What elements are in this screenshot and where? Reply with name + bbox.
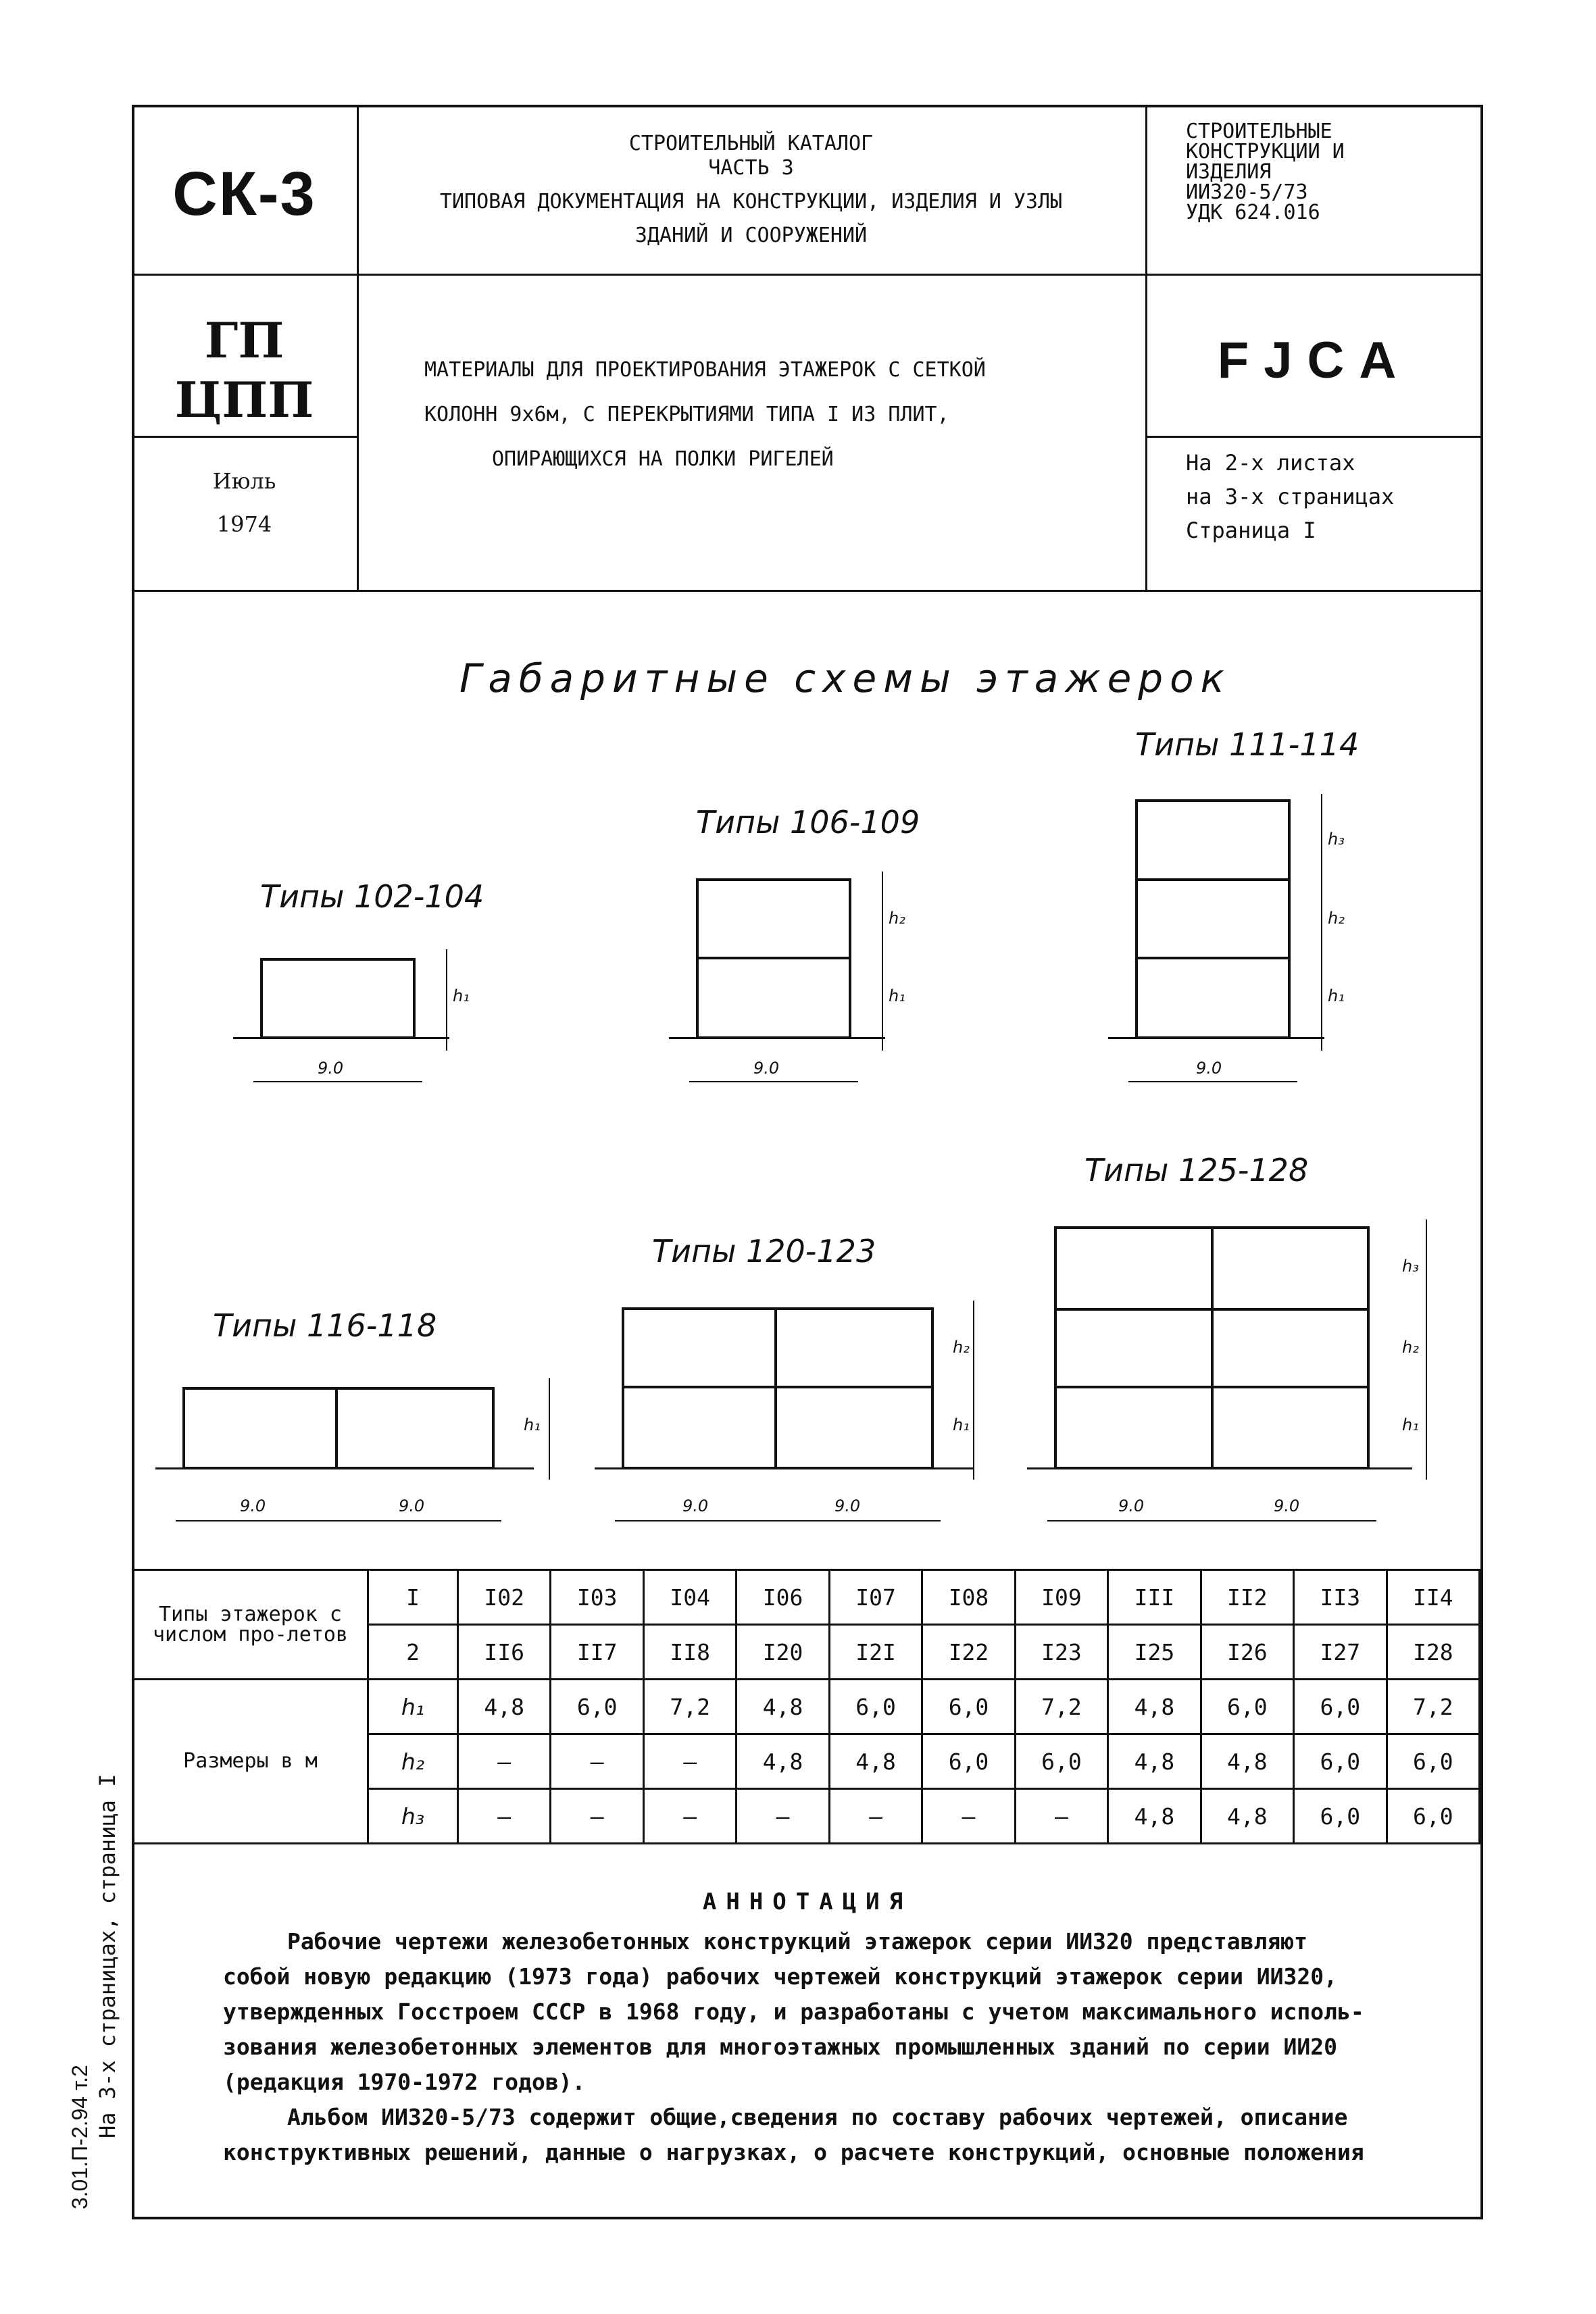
- table-cell: 4,8: [737, 1734, 829, 1789]
- table-cell: 6,0: [1201, 1680, 1293, 1734]
- ground-line: [595, 1467, 973, 1469]
- table-cell: I20: [737, 1625, 829, 1680]
- header-divider: [132, 436, 357, 438]
- table-cell: —: [1015, 1789, 1107, 1844]
- table-cell: —: [551, 1789, 643, 1844]
- issue-date: [132, 459, 357, 546]
- scheme-label: Типы 111-114: [1135, 726, 1360, 763]
- dimension-line: [549, 1378, 550, 1480]
- scheme-label: Типы 125-128: [1084, 1152, 1309, 1188]
- span-count-cell: 2: [368, 1625, 458, 1680]
- scheme-frame: [1135, 957, 1291, 1039]
- table-cell: 6,0: [922, 1734, 1015, 1789]
- annotation-line: Альбом ИИ320-5/73 содержит общие,сведения по составу рабочих чертежей, описание: [287, 2104, 1348, 2130]
- table-cell: I23: [1015, 1625, 1107, 1680]
- scheme-frame: [774, 1386, 934, 1469]
- ground-line: [1108, 1037, 1324, 1039]
- ground-line: [1027, 1467, 1412, 1469]
- span-label: 9.0: [1274, 1496, 1300, 1515]
- annotation-line: зования железобетонных элементов для многоэтажных промышленных зданий по серии ИИ20: [223, 2034, 1338, 2060]
- table-cell: 6,0: [829, 1680, 922, 1734]
- scheme-frame: [696, 878, 851, 959]
- height-label: h₁: [1328, 986, 1345, 1005]
- table-cell: 4,8: [458, 1680, 551, 1734]
- sheet-line: Страница I: [1186, 518, 1316, 543]
- scheme-frame: [1135, 878, 1291, 959]
- scheme-frame: [1211, 1226, 1370, 1311]
- table-cell: 7,2: [1387, 1680, 1479, 1734]
- span-label: 9.0: [753, 1059, 780, 1078]
- height-label: h₃: [1328, 830, 1345, 849]
- document-title-line: ОПИРАЮЩИХСЯ НА ПОЛКИ РИГЕЛЕЙ: [492, 447, 834, 471]
- document-title-line: МАТЕРИАЛЫ ДЛЯ ПРОЕКТИРОВАНИЯ ЭТАЖЕРОК С СЕТКОЙ: [424, 358, 986, 382]
- table-cell: I28: [1387, 1625, 1479, 1680]
- series-line: УДК 624.016: [1186, 201, 1320, 224]
- scheme-frame: [622, 1386, 777, 1469]
- annotation-line: (редакция 1970-1972 годов).: [223, 2069, 586, 2095]
- scheme-frame: [622, 1307, 777, 1388]
- table-cell: I2I: [829, 1625, 922, 1680]
- height-label: h₂: [1402, 1338, 1419, 1357]
- scheme-label: Типы 116-118: [213, 1307, 437, 1344]
- table-cell: III: [1108, 1570, 1201, 1625]
- annotation-line: конструктивных решений, данные о нагрузках, о расчете конструкций, основные положения: [223, 2139, 1364, 2165]
- table-cell: I02: [458, 1570, 551, 1625]
- height-label: h₂: [1328, 909, 1345, 928]
- height-label: h₁: [524, 1415, 541, 1434]
- table-cell: —: [737, 1789, 829, 1844]
- document-title: [424, 348, 1134, 482]
- scheme-frame: [1135, 799, 1291, 881]
- document-title-line: КОЛОНН 9х6м, С ПЕРЕКРЫТИЯМИ ТИПА I ИЗ ПЛИТ,: [424, 403, 949, 426]
- table-cell: 4,8: [1108, 1734, 1201, 1789]
- table-cell: I09: [1015, 1570, 1107, 1625]
- scheme-label: Типы 102-104: [260, 878, 484, 915]
- scheme-frame: [1211, 1308, 1370, 1388]
- sheet-line: На 2-х листах: [1186, 450, 1355, 476]
- ground-line: [669, 1037, 885, 1039]
- dimension-line: [1047, 1520, 1376, 1521]
- span-label: 9.0: [399, 1496, 425, 1515]
- table-cell: II6: [458, 1625, 551, 1680]
- height-label: h₃: [1402, 1257, 1419, 1276]
- scheme-frame: [1211, 1386, 1370, 1469]
- catalog-title: [357, 132, 1145, 248]
- table-cell: I22: [922, 1625, 1015, 1680]
- dimension-line: [1321, 794, 1322, 1051]
- height-symbol: h₂: [368, 1734, 458, 1789]
- sheet-line: на 3-х страницах: [1186, 484, 1395, 509]
- scheme-frame: [260, 958, 416, 1039]
- catalog-line: ТИПОВАЯ ДОКУМЕНТАЦИЯ НА КОНСТРУКЦИИ, ИЗДЕЛИЯ И УЗЛЫ: [439, 190, 1063, 213]
- height-label: h₂: [953, 1338, 970, 1357]
- table-cell: I26: [1201, 1625, 1293, 1680]
- catalog-line: СТРОИТЕЛЬНЫЙ КАТАЛОГ: [628, 132, 874, 155]
- dimension-line: [253, 1081, 422, 1082]
- height-label: h₁: [1402, 1415, 1419, 1434]
- table-cell: 6,0: [1015, 1734, 1107, 1789]
- dimension-line: [973, 1301, 974, 1480]
- table-cell: —: [458, 1789, 551, 1844]
- table-cell: 4,8: [737, 1680, 829, 1734]
- table-cell: I06: [737, 1570, 829, 1625]
- table-cell: 4,8: [1201, 1789, 1293, 1844]
- organization-line: ЦПП: [174, 371, 314, 428]
- issue-month: Июль: [212, 468, 276, 494]
- table-cell: 7,2: [643, 1680, 736, 1734]
- ground-line: [155, 1467, 534, 1469]
- catalog-line: ЧАСТЬ 3: [708, 156, 794, 180]
- table-cell: II7: [551, 1625, 643, 1680]
- scheme-frame: [335, 1387, 495, 1469]
- table-cell: 6,0: [922, 1680, 1015, 1734]
- catalog-line: ЗДАНИЙ И СООРУЖЕНИЙ: [634, 224, 868, 247]
- table-cell: 6,0: [551, 1680, 643, 1734]
- table-cell: I08: [922, 1570, 1015, 1625]
- annotation-text: [223, 1924, 1466, 2170]
- span-label: 9.0: [1196, 1059, 1222, 1078]
- dimension-line: [1426, 1219, 1427, 1480]
- dimension-line: [1128, 1081, 1297, 1082]
- series-line: ИЗДЕЛИЯ: [1186, 160, 1272, 184]
- table-cell: —: [922, 1789, 1015, 1844]
- table-cell: 6,0: [1294, 1680, 1387, 1734]
- series-line: СТРОИТЕЛЬНЫЕ: [1186, 120, 1332, 143]
- annotation-line: собой новую редакцию (1973 года) рабочих чертежей конструкций этажерок серии ИИ320,: [223, 1963, 1338, 1990]
- span-label: 9.0: [1118, 1496, 1145, 1515]
- table-cell: I04: [643, 1570, 736, 1625]
- table-cell: 4,8: [1108, 1680, 1201, 1734]
- table-cell: 4,8: [1108, 1789, 1201, 1844]
- scheme-frame: [774, 1307, 934, 1388]
- span-label: 9.0: [834, 1496, 861, 1515]
- dimensions-table: [132, 1569, 1480, 1844]
- series-line: КОНСТРУКЦИИ И: [1186, 140, 1345, 164]
- table-cell: —: [829, 1789, 922, 1844]
- scheme-frame: [182, 1387, 338, 1469]
- table-cell: II2: [1201, 1570, 1293, 1625]
- organization: [132, 311, 357, 430]
- table-cell: —: [551, 1734, 643, 1789]
- header-divider: [132, 590, 1483, 592]
- height-label: h₁: [889, 986, 905, 1005]
- header-divider: [132, 274, 1483, 276]
- table-row: [133, 1680, 1480, 1734]
- organization-line: ГП: [204, 311, 284, 369]
- series-line: ИИ320-5/73: [1186, 180, 1308, 204]
- size-header: Размеры в м: [133, 1680, 368, 1844]
- table-cell: 6,0: [1387, 1734, 1479, 1789]
- table-cell: 4,8: [1201, 1734, 1293, 1789]
- table-cell: —: [643, 1789, 736, 1844]
- issue-year: 1974: [216, 511, 272, 537]
- scheme-frame: [1054, 1386, 1214, 1469]
- header-divider: [1145, 436, 1483, 438]
- table-cell: 6,0: [1294, 1789, 1387, 1844]
- table-cell: I27: [1294, 1625, 1387, 1680]
- table-cell: II3: [1294, 1570, 1387, 1625]
- series-info: [1186, 122, 1470, 223]
- height-symbol: h₁: [368, 1680, 458, 1734]
- table-cell: 6,0: [1294, 1734, 1387, 1789]
- height-symbol: h₃: [368, 1789, 458, 1844]
- table-cell: —: [643, 1734, 736, 1789]
- dimension-line: [176, 1520, 501, 1521]
- dimension-line: [446, 949, 447, 1051]
- row-header: Типы этажерок с числом про-летов: [133, 1570, 368, 1680]
- annotation-title: АННОТАЦИЯ: [702, 1888, 913, 1915]
- scheme-label: Типы 106-109: [696, 804, 920, 840]
- table-cell: 4,8: [829, 1734, 922, 1789]
- table-row: [133, 1570, 1480, 1625]
- table-cell: —: [458, 1734, 551, 1789]
- span-label: 9.0: [240, 1496, 266, 1515]
- table-cell: 7,2: [1015, 1680, 1107, 1734]
- span-count-cell: I: [368, 1570, 458, 1625]
- height-label: h₂: [889, 909, 905, 928]
- sheet-info: [1186, 446, 1470, 547]
- scheme-frame: [1054, 1226, 1214, 1311]
- dimension-line: [615, 1520, 941, 1521]
- ground-line: [233, 1037, 449, 1039]
- scheme-label: Типы 120-123: [652, 1233, 876, 1269]
- scheme-frame: [1054, 1308, 1214, 1388]
- span-label: 9.0: [318, 1059, 344, 1078]
- table-cell: 6,0: [1387, 1789, 1479, 1844]
- scheme-frame: [696, 957, 851, 1039]
- table-cell: I07: [829, 1570, 922, 1625]
- dimension-line: [882, 872, 883, 1051]
- table-cell: I25: [1108, 1625, 1201, 1680]
- margin-note: На 3-х страницах, страница I: [95, 1774, 120, 2138]
- annotation-line: Рабочие чертежи железобетонных конструкций этажерок серии ИИ320 представляют: [287, 1928, 1307, 1955]
- stamp-code: FJCA: [1217, 332, 1412, 389]
- span-label: 9.0: [682, 1496, 709, 1515]
- document-code: 3.01.П-2.94 т.2: [68, 2065, 92, 2209]
- annotation-line: утвержденных Госстроем СССР в 1968 году, и разработаны с учетом максимального исполь-: [223, 1998, 1364, 2025]
- catalog-code: СК-3: [172, 159, 316, 228]
- table-cell: II8: [643, 1625, 736, 1680]
- dimension-line: [689, 1081, 858, 1082]
- table-cell: I03: [551, 1570, 643, 1625]
- height-label: h₁: [953, 1415, 970, 1434]
- schemes-title: Габаритные схемы этажерок: [459, 655, 1231, 701]
- table-cell: II4: [1387, 1570, 1479, 1625]
- height-label: h₁: [453, 986, 470, 1005]
